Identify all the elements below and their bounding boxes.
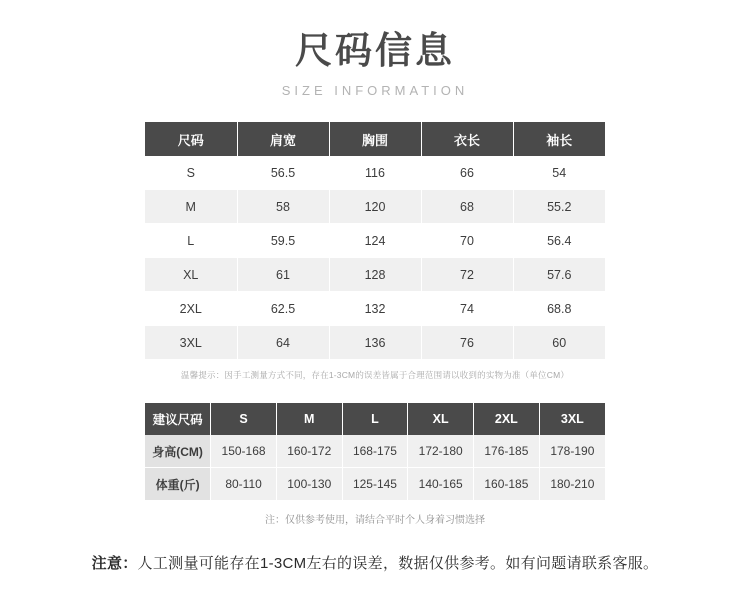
page-subtitle: SIZE INFORMATION — [281, 83, 469, 98]
cell: 61 — [237, 258, 329, 292]
cell: 55.2 — [513, 190, 605, 224]
table-row — [145, 292, 605, 326]
recommend-col-6: 3XL — [539, 403, 605, 435]
cell: 68 — [421, 190, 513, 224]
cell: 54 — [513, 156, 605, 190]
cell: 56.4 — [513, 224, 605, 258]
cell: 76 — [421, 326, 513, 360]
cell: 132 — [329, 292, 421, 326]
cell: 60 — [513, 326, 605, 360]
cell: 150-168 — [211, 435, 277, 468]
table-row — [145, 468, 605, 501]
cell: 178-190 — [539, 435, 605, 468]
recommend-table-wrap — [145, 403, 605, 501]
cell: 62.5 — [237, 292, 329, 326]
cell: 3XL — [145, 326, 237, 360]
cell: 72 — [421, 258, 513, 292]
cell: S — [145, 156, 237, 190]
size-table — [145, 122, 605, 360]
cell: 160-185 — [474, 468, 540, 501]
cell: 168-175 — [342, 435, 408, 468]
cell: 80-110 — [211, 468, 277, 501]
table-row — [145, 224, 605, 258]
recommend-table — [145, 403, 605, 501]
cell: 58 — [237, 190, 329, 224]
recommend-table-header-row — [145, 403, 605, 435]
recommend-col-4: XL — [408, 403, 474, 435]
cell: 66 — [421, 156, 513, 190]
recommend-col-1: S — [211, 403, 277, 435]
cell: XL — [145, 258, 237, 292]
size-table-note: 温馨提示：因手工测量方式不同，存在1-3CM的误差皆属于合理范围请以收到的实物为准（单位CM） — [180, 370, 570, 380]
cell: 120 — [329, 190, 421, 224]
row-header: 身高(CM) — [145, 435, 211, 468]
recommend-col-0: 建议尺码 — [145, 403, 211, 435]
cell: 128 — [329, 258, 421, 292]
bottom-warning-lead: 注意： — [91, 555, 138, 572]
cell: M — [145, 190, 237, 224]
table-row — [145, 258, 605, 292]
cell: 68.8 — [513, 292, 605, 326]
size-table-col-0: 尺码 — [145, 122, 237, 156]
page-title: 尺码信息 — [295, 30, 455, 71]
cell: 172-180 — [408, 435, 474, 468]
cell: 136 — [329, 326, 421, 360]
recommend-col-2: M — [276, 403, 342, 435]
size-table-col-4: 袖长 — [513, 122, 605, 156]
cell: 70 — [421, 224, 513, 258]
cell: 2XL — [145, 292, 237, 326]
recommend-col-3: L — [342, 403, 408, 435]
bottom-warning-text: 人工测量可能存在1-3CM左右的误差，数据仅供参考。如有问题请联系客服。 — [137, 555, 659, 572]
cell: 59.5 — [237, 224, 329, 258]
cell: 124 — [329, 224, 421, 258]
size-table-header-row — [145, 122, 605, 156]
cell: 64 — [237, 326, 329, 360]
table-row — [145, 190, 605, 224]
size-table-col-2: 胸围 — [329, 122, 421, 156]
recommend-col-5: 2XL — [474, 403, 540, 435]
table-row — [145, 435, 605, 468]
recommend-table-note: 注：仅供参考使用，请结合平时个人身着习惯选择 — [265, 515, 485, 526]
title-block — [0, 0, 750, 98]
size-table-wrap — [145, 122, 605, 360]
cell: 57.6 — [513, 258, 605, 292]
cell: 160-172 — [276, 435, 342, 468]
cell: 125-145 — [342, 468, 408, 501]
size-table-col-1: 肩宽 — [237, 122, 329, 156]
table-row — [145, 156, 605, 190]
cell: 176-185 — [474, 435, 540, 468]
size-table-col-3: 衣长 — [421, 122, 513, 156]
table-row — [145, 326, 605, 360]
bottom-warning — [0, 552, 750, 573]
cell: 180-210 — [539, 468, 605, 501]
row-header: 体重(斤) — [145, 468, 211, 501]
cell: 116 — [329, 156, 421, 190]
cell: 74 — [421, 292, 513, 326]
cell: 140-165 — [408, 468, 474, 501]
cell: 100-130 — [276, 468, 342, 501]
cell: L — [145, 224, 237, 258]
cell: 56.5 — [237, 156, 329, 190]
